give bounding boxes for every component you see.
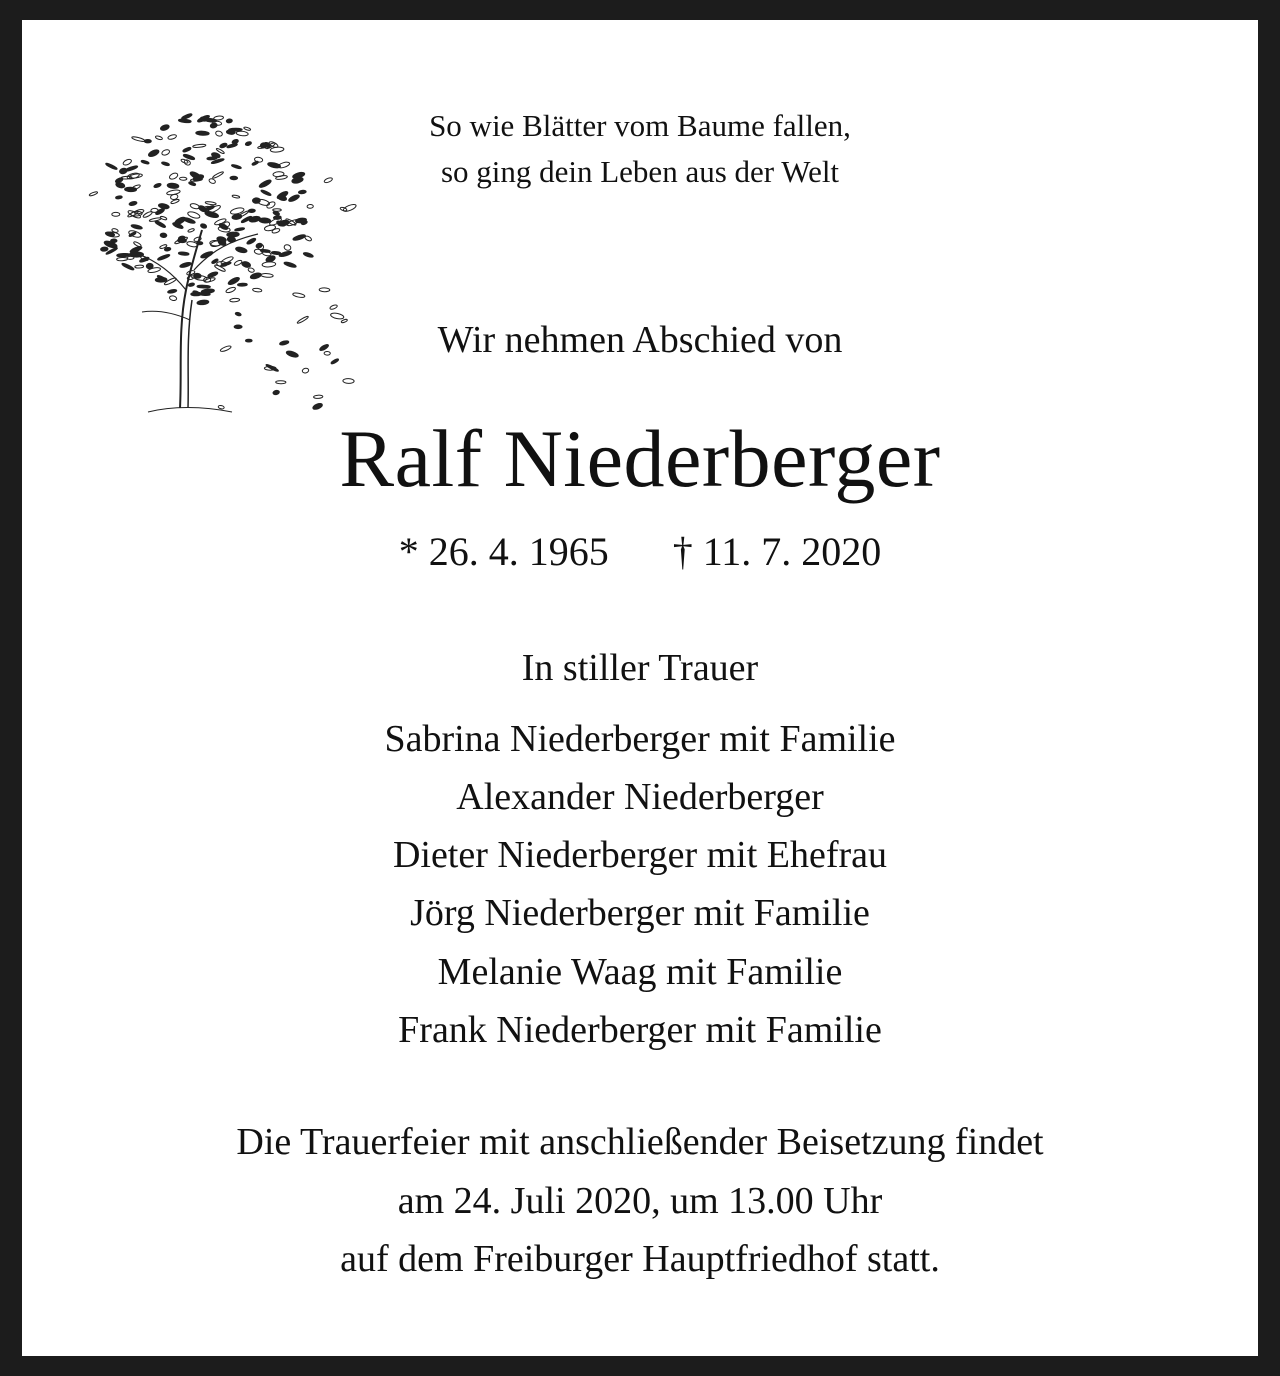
leaf bbox=[197, 300, 209, 306]
leaf bbox=[158, 203, 170, 210]
leaf bbox=[193, 144, 206, 148]
leaf bbox=[188, 228, 195, 233]
leaf bbox=[131, 224, 143, 230]
leaf bbox=[283, 244, 291, 251]
leaf bbox=[252, 198, 260, 204]
leaf bbox=[154, 220, 166, 229]
leaf bbox=[197, 285, 210, 288]
leaf bbox=[193, 273, 201, 279]
leaf bbox=[237, 283, 247, 286]
leaf bbox=[129, 201, 138, 206]
leaf bbox=[303, 252, 314, 258]
leaf bbox=[271, 251, 281, 255]
mourner-name: Frank Niederberger mit Familie bbox=[398, 1009, 882, 1051]
leaf bbox=[167, 289, 177, 294]
obituary-card bbox=[22, 20, 1258, 1356]
leaf bbox=[307, 204, 313, 208]
leaf bbox=[272, 228, 281, 234]
leaf bbox=[314, 395, 323, 399]
leaf bbox=[127, 209, 141, 219]
leaf bbox=[265, 364, 278, 373]
leaf bbox=[211, 258, 218, 264]
leaf bbox=[100, 247, 108, 252]
mourner-name: Melanie Waag mit Familie bbox=[437, 951, 843, 993]
leaf bbox=[260, 189, 271, 196]
leaf bbox=[160, 233, 167, 238]
mourning-heading: In stiller Trauer bbox=[521, 647, 759, 689]
leaf bbox=[178, 252, 189, 256]
leaf bbox=[292, 234, 306, 242]
leaf bbox=[246, 237, 256, 245]
leaf bbox=[160, 216, 167, 221]
birth-date: * 26. 4. 1965 bbox=[398, 529, 609, 574]
leaf bbox=[225, 286, 236, 293]
leaf bbox=[227, 232, 240, 237]
leaf bbox=[264, 224, 276, 231]
leaf bbox=[182, 147, 191, 153]
leaf bbox=[179, 261, 191, 268]
deceased-name: Ralf Niederberger bbox=[339, 413, 941, 504]
leaf bbox=[188, 282, 195, 286]
verse-line-1: So wie Blätter vom Baume fallen, bbox=[429, 108, 851, 143]
leaf bbox=[248, 267, 255, 273]
leaf bbox=[312, 402, 323, 410]
death-date: † 11. 7. 2020 bbox=[672, 529, 882, 574]
leaf bbox=[241, 261, 251, 269]
leaf bbox=[117, 253, 130, 257]
leaf bbox=[135, 265, 144, 268]
leaf bbox=[273, 209, 282, 211]
leaf bbox=[273, 216, 281, 220]
leaf bbox=[298, 190, 306, 194]
intro-text: Wir nehmen Abschied von bbox=[437, 319, 843, 361]
leaf bbox=[235, 312, 242, 317]
leaf bbox=[273, 390, 280, 396]
leaf bbox=[261, 273, 274, 277]
leaf bbox=[248, 209, 255, 213]
leaf bbox=[200, 223, 207, 229]
service-line-1: Die Trauerfeier mit anschließender Beisetzung findet bbox=[236, 1121, 1044, 1163]
leaf bbox=[117, 257, 128, 261]
leaf bbox=[234, 227, 244, 231]
mourner-name: Dieter Niederberger mit Ehefrau bbox=[392, 834, 888, 876]
leaf bbox=[302, 368, 309, 374]
leaf bbox=[169, 295, 177, 301]
leaf bbox=[319, 288, 330, 292]
leaf bbox=[232, 195, 240, 199]
leaf bbox=[121, 262, 134, 270]
leaf bbox=[234, 259, 243, 266]
service-line-3: auf dem Freiburger Hauptfriedhof statt. bbox=[340, 1238, 940, 1280]
mourner-name: Alexander Niederberger bbox=[456, 776, 824, 818]
leaf bbox=[252, 288, 262, 292]
leaf bbox=[288, 194, 300, 203]
leaf bbox=[232, 214, 242, 220]
leaf bbox=[266, 200, 276, 209]
leaf bbox=[329, 304, 338, 310]
leaf bbox=[250, 272, 262, 280]
leaf bbox=[89, 191, 98, 197]
service-line-2: am 24. Juli 2020, um 13.00 Uhr bbox=[397, 1180, 883, 1222]
leaf bbox=[276, 381, 286, 384]
leaf bbox=[207, 271, 218, 278]
leaf bbox=[129, 252, 143, 257]
leaf bbox=[255, 243, 262, 249]
leaf bbox=[235, 246, 247, 253]
leaf bbox=[230, 298, 240, 302]
life-dates bbox=[22, 528, 1258, 575]
leaf bbox=[157, 254, 170, 261]
leaf bbox=[343, 378, 354, 383]
mourner-name: Sabrina Niederberger mit Familie bbox=[384, 718, 896, 760]
leaf bbox=[112, 212, 120, 216]
leaf bbox=[342, 203, 356, 213]
leaf bbox=[284, 261, 297, 268]
leaf bbox=[199, 293, 210, 296]
leaf bbox=[205, 201, 216, 205]
leaf bbox=[115, 196, 122, 200]
leaf bbox=[204, 210, 219, 218]
leaf bbox=[218, 405, 225, 409]
leaf bbox=[292, 292, 305, 298]
leaf bbox=[178, 238, 187, 242]
mourner-name: Jörg Niederberger mit Familie bbox=[410, 892, 870, 934]
verse-line-2: so ging dein Leben aus der Welt bbox=[440, 154, 840, 189]
